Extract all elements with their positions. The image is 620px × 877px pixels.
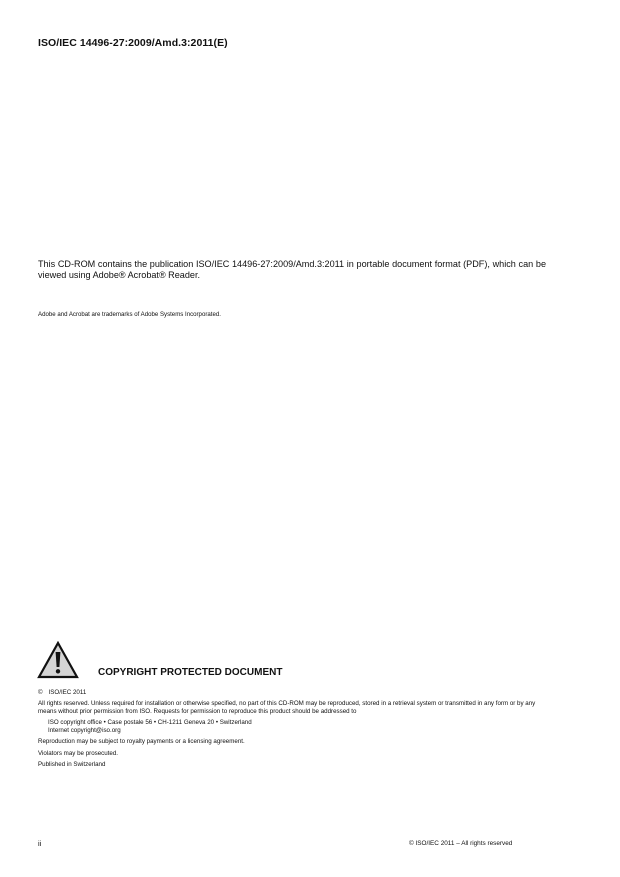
warning-triangle-icon xyxy=(37,641,79,679)
address-line: ISO copyright office • Case postale 56 • CH-1211 Geneva 20 • Switzerland xyxy=(48,719,252,727)
violators-note: Violators may be prosecuted. xyxy=(38,749,119,757)
copyright-holder-line xyxy=(38,689,550,697)
copyright-symbol: © xyxy=(38,689,43,696)
internet-line: Internet copyright@iso.org xyxy=(48,727,121,735)
page-number: ii xyxy=(38,839,42,848)
copyright-heading: COPYRIGHT PROTECTED DOCUMENT xyxy=(98,667,283,678)
royalty-note: Reproduction may be subject to royalty payments or a licensing agreement. xyxy=(38,738,245,746)
footer-rights: © ISO/IEC 2011 – All rights reserved xyxy=(409,840,513,847)
copyright-notice xyxy=(38,689,550,769)
rights-text: All rights reserved. Unless required for installation or otherwise specified, no part of this CD-ROM may be reproduced, stored in a retrieval system or transmitted in any form or by any means without prior permission from ISO. Requests for permission to reproduce this product should be addressed to xyxy=(38,700,536,716)
published-in: Published in Switzerland xyxy=(38,760,106,768)
intro-paragraph: This CD-ROM contains the publication ISO/IEC 14496-27:2009/Amd.3:2011 in portable document format (PDF), which can be viewed using Adobe® Acrobat® Reader. xyxy=(38,259,546,281)
trademark-note: Adobe and Acrobat are trademarks of Adobe Systems Incorporated. xyxy=(38,311,221,318)
document-title: ISO/IEC 14496-27:2009/Amd.3:2011(E) xyxy=(38,37,228,49)
copyright-holder: ISO/IEC 2011 xyxy=(48,689,87,696)
